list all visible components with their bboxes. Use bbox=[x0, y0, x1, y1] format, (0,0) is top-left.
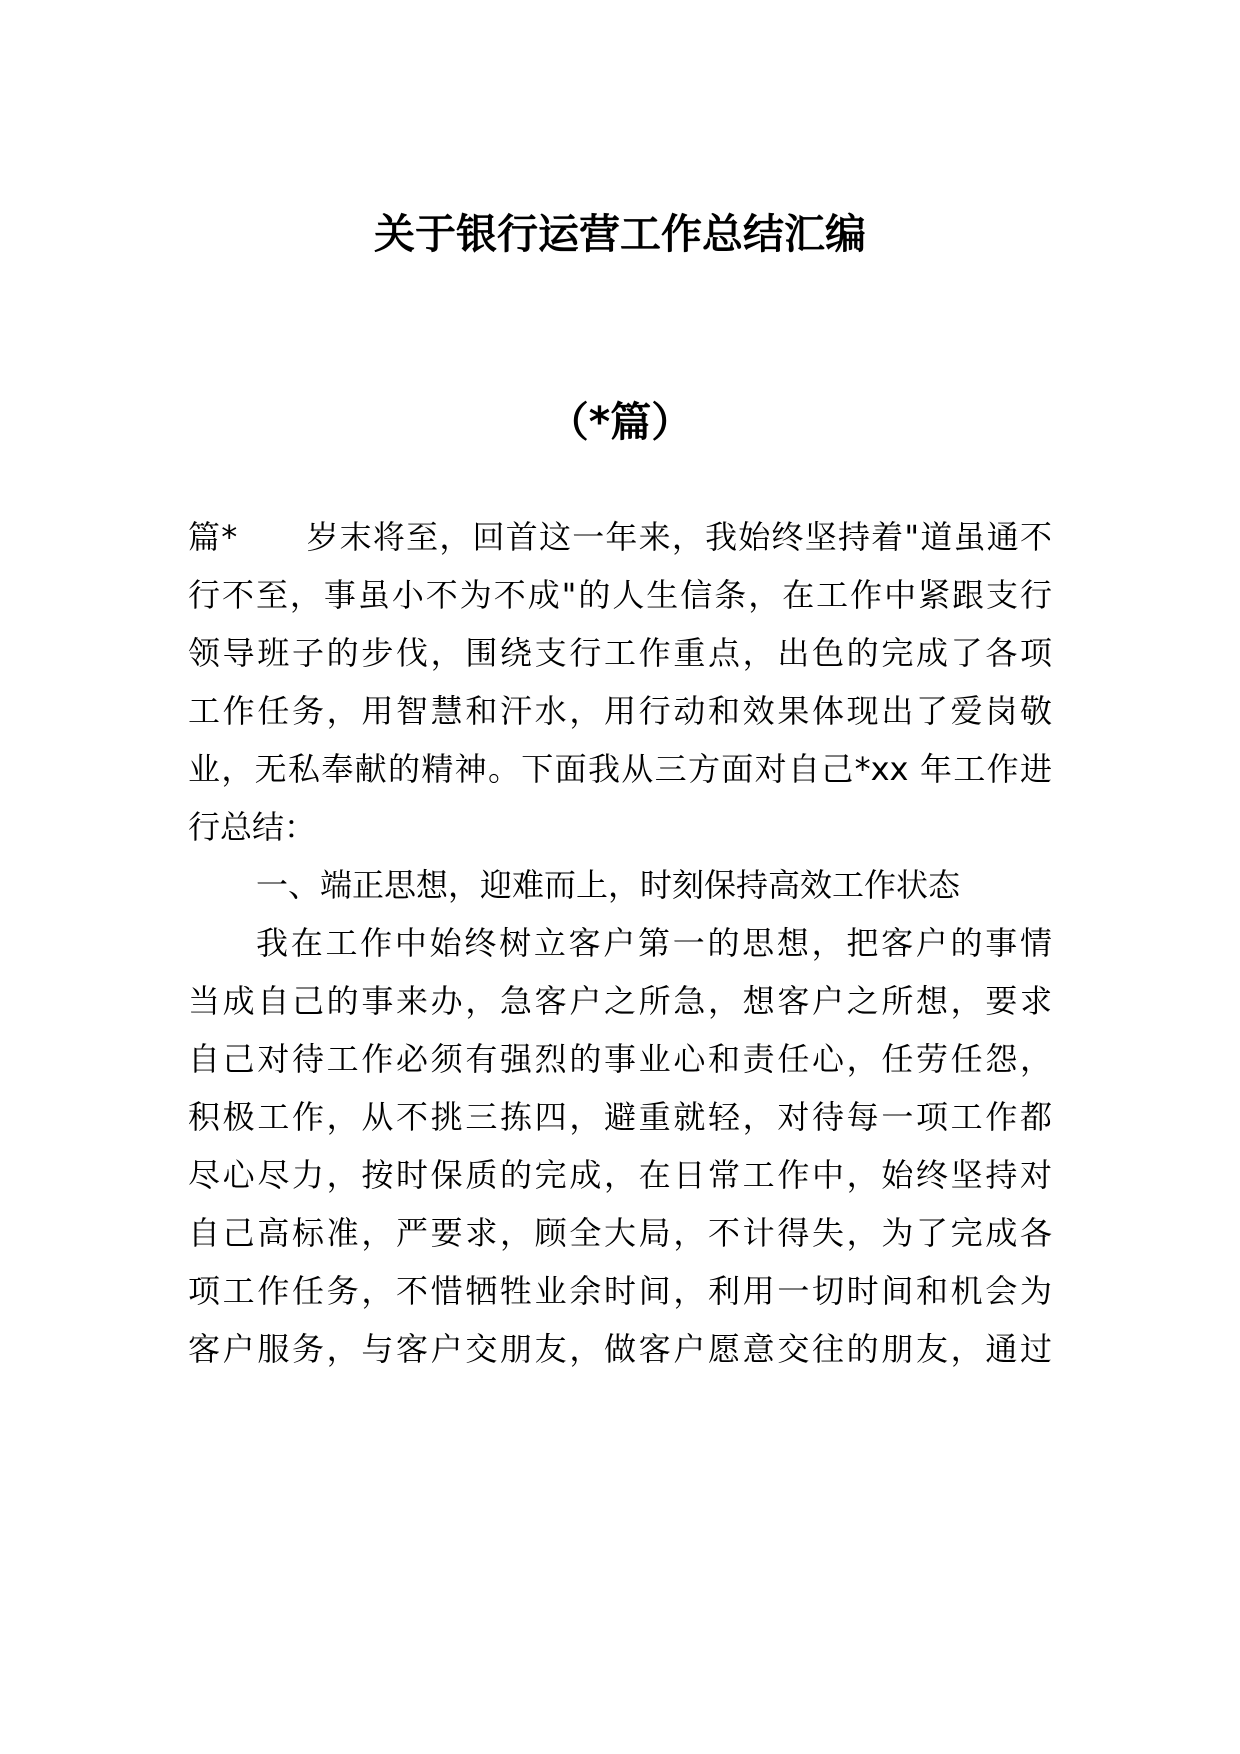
paragraph-2-line: 项工作任务，不惜牺牲业余时间，利用一切时间和机会为 bbox=[188, 1272, 1052, 1310]
paragraph-2-line: 当成自己的事来办，急客户之所急，想客户之所想，要求 bbox=[188, 982, 1052, 1020]
paragraph-2-line: 自己对待工作必须有强烈的事业心和责任心，任劳任怨， bbox=[188, 1040, 1052, 1078]
paragraph-2-line: 自己高标准，严要求，顾全大局，不计得失，为了完成各 bbox=[188, 1214, 1052, 1252]
paragraph-2-line: 尽心尽力，按时保质的完成，在日常工作中，始终坚持对 bbox=[188, 1156, 1052, 1194]
paragraph-1-line: 领导班子的步伐，围绕支行工作重点，出色的完成了各项 bbox=[188, 634, 1052, 672]
paragraph-1-line: 行总结： bbox=[188, 808, 317, 846]
paragraph-label: 篇* bbox=[188, 518, 238, 556]
paragraph-1-line: 工作任务，用智慧和汗水，用行动和效果体现出了爱岗敬 bbox=[188, 692, 1052, 730]
paragraph-2-line: 积极工作，从不挑三拣四，避重就轻，对待每一项工作都 bbox=[188, 1098, 1052, 1136]
section-heading-1: 一、端正思想，迎难而上，时刻保持高效工作状态 bbox=[256, 866, 961, 904]
paragraph-1-line: 业，无私奉献的精神。下面我从三方面对自己*xx 年工作进 bbox=[188, 750, 1052, 788]
document-title: 关于银行运营工作总结汇编 bbox=[374, 210, 866, 258]
paragraph-2-line: 我在工作中始终树立客户第一的思想，把客户的事情 bbox=[256, 924, 1052, 962]
document-subtitle: （*篇） bbox=[547, 398, 693, 446]
paragraph-1-line: 行不至，事虽小不为不成"的人生信条，在工作中紧跟支行 bbox=[188, 576, 1052, 614]
paragraph-1-line: 篇* 岁末将至，回首这一年来，我始终坚持着"道虽通不 bbox=[188, 518, 1052, 556]
paragraph-2-line: 客户服务，与客户交朋友，做客户愿意交往的朋友，通过 bbox=[188, 1330, 1052, 1368]
